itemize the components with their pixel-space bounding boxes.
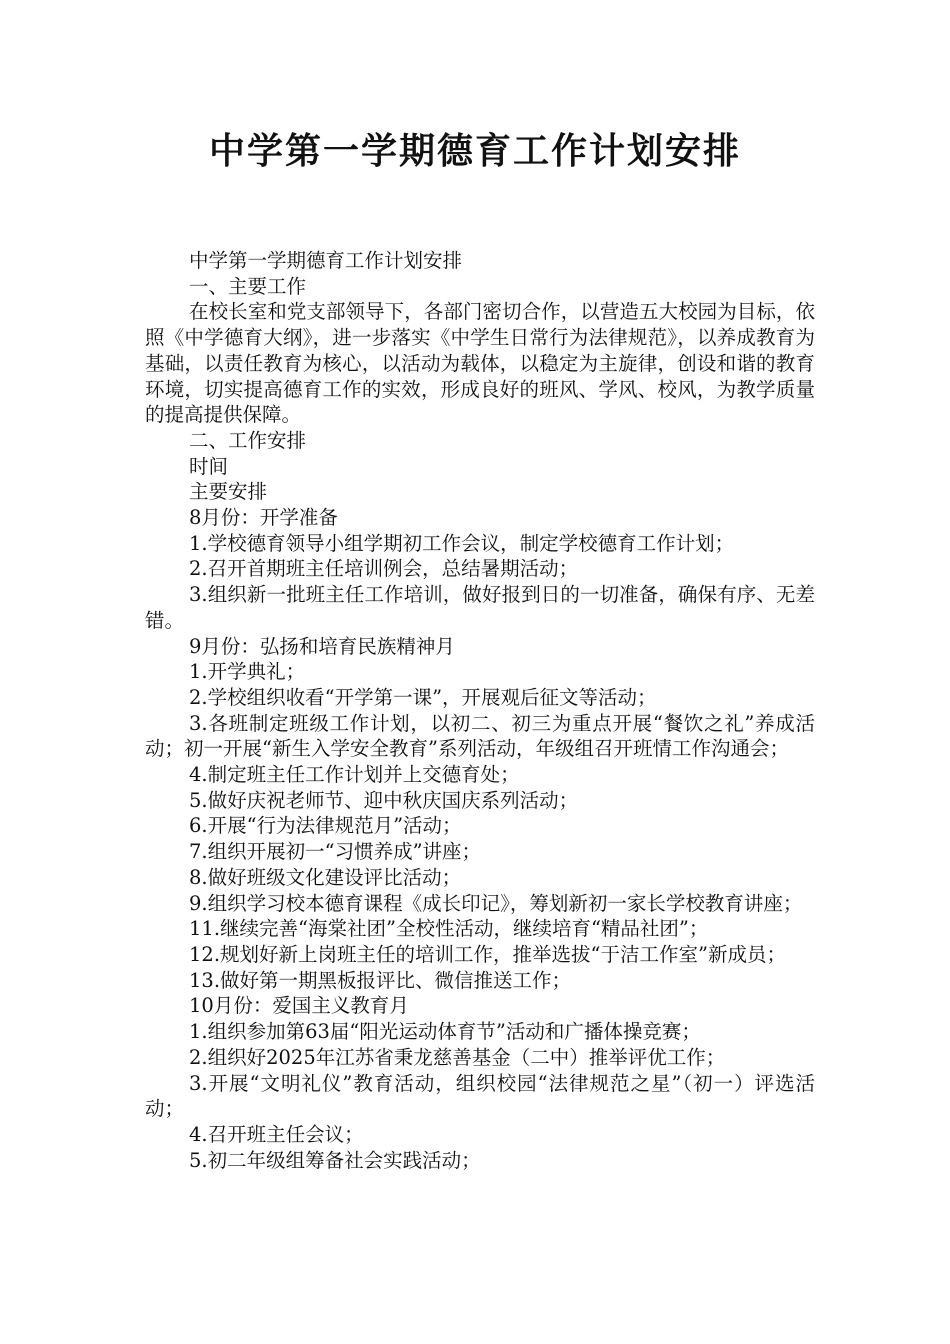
- document-paragraph: 7.组织开展初一“习惯养成”讲座；: [189, 840, 482, 864]
- document-paragraph: 二、工作安排: [189, 428, 307, 452]
- document-paragraph: 8月份：开学准备: [189, 506, 338, 530]
- document-paragraph: 5.做好庆祝老师节、迎中秋庆国庆系列活动；: [189, 788, 579, 812]
- document-paragraph: 8.做好班级文化建设评比活动；: [189, 865, 462, 889]
- document-paragraph: 3.各班制定班级工作计划，以初二、初三为重点开展“餐饮之礼”养成活动；初一开展“新生入学安全教育”系列活动，年级组召开班情工作沟通会；: [145, 711, 815, 761]
- document-paragraph: 主要安排: [189, 480, 268, 504]
- document-paragraph: 10月份：爱国主义教育月: [189, 994, 409, 1018]
- document-paragraph: 1.开学典礼；: [189, 660, 306, 684]
- document-paragraph: 2.组织好2025年江苏省秉龙慈善基金（二中）推举评优工作；: [189, 1045, 726, 1069]
- document-paragraph: 一、主要工作: [189, 274, 307, 298]
- document-paragraph: 12.规划好新上岗班主任的培训工作，推举选拔“于洁工作室”新成员；: [189, 942, 786, 966]
- document-paragraph: 2.学校组织收看“开学第一课”，开展观后征文等活动；: [189, 685, 657, 709]
- document-paragraph: 5.初二年级组筹备社会实践活动；: [189, 1148, 481, 1172]
- document-body: [145, 248, 815, 1173]
- document-paragraph: 3.组织新一批班主任工作培训，做好报到日的一切准备，确保有序、无差错。: [145, 583, 815, 632]
- document-paragraph: 1.学校德育领导小组学期初工作会议，制定学校德育工作计划；: [189, 531, 735, 555]
- document-paragraph: 在校长室和党支部领导下，各部门密切合作，以营造五大校园为目标，依照《中学德育大纲》，进一步落实《中学生日常行为法律规范》，以养成教育为基础，以责任教育为核心，以活动为载体，以稳定为主旋律，创设和谐的教育环境，切实提高德育工作的实效，形成良好的班风、学风、校风，为教学质量的提高提供保障。: [145, 300, 815, 427]
- document-paragraph: 6.开展“行为法律规范月”活动；: [189, 814, 462, 838]
- document-title: 中学第一学期德育工作计划安排: [208, 131, 741, 172]
- document-paragraph: 4.召开班主任会议；: [189, 1122, 364, 1146]
- document-paragraph: 9.组织学习校本德育课程《成长印记》，筹划新初一家长学校教育讲座；: [189, 891, 803, 915]
- document-paragraph: 2.召开首期班主任培训例会，总结暑期活动；: [189, 557, 579, 581]
- document-paragraph: 9月份：弘扬和培育民族精神月: [189, 634, 455, 658]
- document-paragraph: 时间: [189, 454, 229, 478]
- document-paragraph: 11.继续完善“海棠社团”全校性活动，继续培育“精品社团”；: [189, 917, 709, 941]
- document-paragraph: 3.开展“文明礼仪”教育活动，组织校园“法律规范之星”（初一）评选活动；: [145, 1071, 815, 1121]
- document-paragraph: 中学第一学期德育工作计划安排: [189, 249, 463, 272]
- document-paragraph: 1.组织参加第63届“阳光运动体育节”活动和广播体操竞赛；: [189, 1020, 701, 1044]
- document-paragraph: 13.做好第一期黑板报评比、微信推送工作；: [189, 968, 572, 992]
- document-paragraph: 4.制定班主任工作计划并上交德育处；: [189, 763, 520, 787]
